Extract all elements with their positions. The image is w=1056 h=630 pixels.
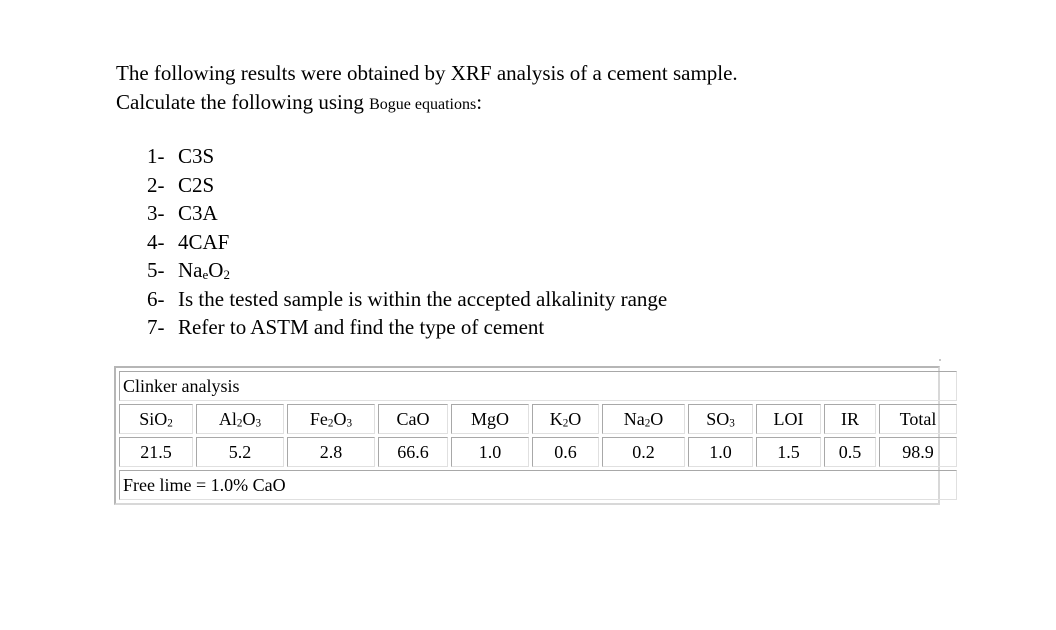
task-item — [147, 142, 667, 171]
table-cell: 98.9 — [879, 437, 957, 467]
task-text: 4CAF — [178, 229, 230, 254]
task-item — [147, 285, 667, 314]
table-footer-row — [119, 470, 957, 500]
task-number: 5- — [147, 258, 165, 282]
task-number: 3- — [147, 201, 165, 225]
column-header: $Na_2O$ — [602, 404, 685, 434]
task-text — [178, 258, 230, 282]
intro-line-2 — [116, 90, 482, 114]
table-cell: 5.2 — [196, 437, 284, 467]
task-item — [147, 199, 667, 228]
bogue-equations-text: Bogue equations — [369, 96, 477, 113]
task-number: 4- — [147, 229, 165, 254]
table-cell: 2.8 — [287, 437, 375, 467]
task-item — [147, 256, 667, 285]
column-header: Total — [879, 404, 957, 434]
task-text: Refer to ASTM and find the type of cement — [178, 315, 545, 339]
task-text: C2S — [178, 172, 215, 197]
free-lime-note: Free lime = 1.0% CaO — [119, 470, 957, 500]
table-cell: 1.0 — [451, 437, 529, 467]
task-number: 1- — [147, 144, 165, 168]
table-row — [119, 437, 957, 467]
column-header: CaO — [378, 404, 448, 434]
column-header: LOI — [756, 404, 821, 434]
task-list — [147, 142, 667, 342]
task-item — [147, 171, 667, 200]
table-title-row — [119, 371, 957, 401]
task-item — [147, 228, 667, 257]
task-number: 2- — [147, 172, 165, 197]
intro-line-2-text: Calculate the following using — [116, 90, 370, 114]
formula-part: O — [208, 258, 224, 282]
table-cell: 21.5 — [119, 437, 193, 467]
intro-line-1: The following results were obtained by XRF analysis of a cement sample. — [116, 61, 738, 85]
table-cell: 1.0 — [688, 437, 753, 467]
table-cell: 0.6 — [532, 437, 599, 467]
xrf-table — [116, 368, 960, 503]
column-header: $Fe_2O_3$ — [287, 404, 375, 434]
column-header: $K_2O$ — [532, 404, 599, 434]
task-text: C3S — [178, 144, 215, 168]
formula-subscript: 2 — [223, 266, 230, 282]
table-cell: 0.2 — [602, 437, 685, 467]
column-header: $Al_2O_3$ — [196, 404, 284, 434]
table-title: Clinker analysis — [119, 371, 957, 401]
formula-subscript: e — [202, 266, 209, 282]
column-header: SiO$_2$ — [119, 404, 193, 434]
table-cell: 0.5 — [824, 437, 876, 467]
table-header-row — [119, 404, 957, 434]
column-header: MgO — [451, 404, 529, 434]
clinker-analysis-table — [114, 366, 940, 505]
column-header: IR — [824, 404, 876, 434]
table-cell: 66.6 — [378, 437, 448, 467]
task-item — [147, 313, 667, 342]
task-number: 6- — [147, 286, 165, 311]
formula-part: Na — [178, 258, 203, 282]
task-number: 7- — [147, 315, 165, 339]
decorative-dot — [939, 359, 941, 361]
intro-line-2-colon: : — [476, 90, 483, 114]
task-text: Is the tested sample is within the accepted alkalinity range — [178, 286, 668, 311]
table-cell: 1.5 — [756, 437, 821, 467]
column-header: $SO_3$ — [688, 404, 753, 434]
problem-statement — [116, 59, 738, 119]
task-text: C3A — [178, 201, 218, 225]
